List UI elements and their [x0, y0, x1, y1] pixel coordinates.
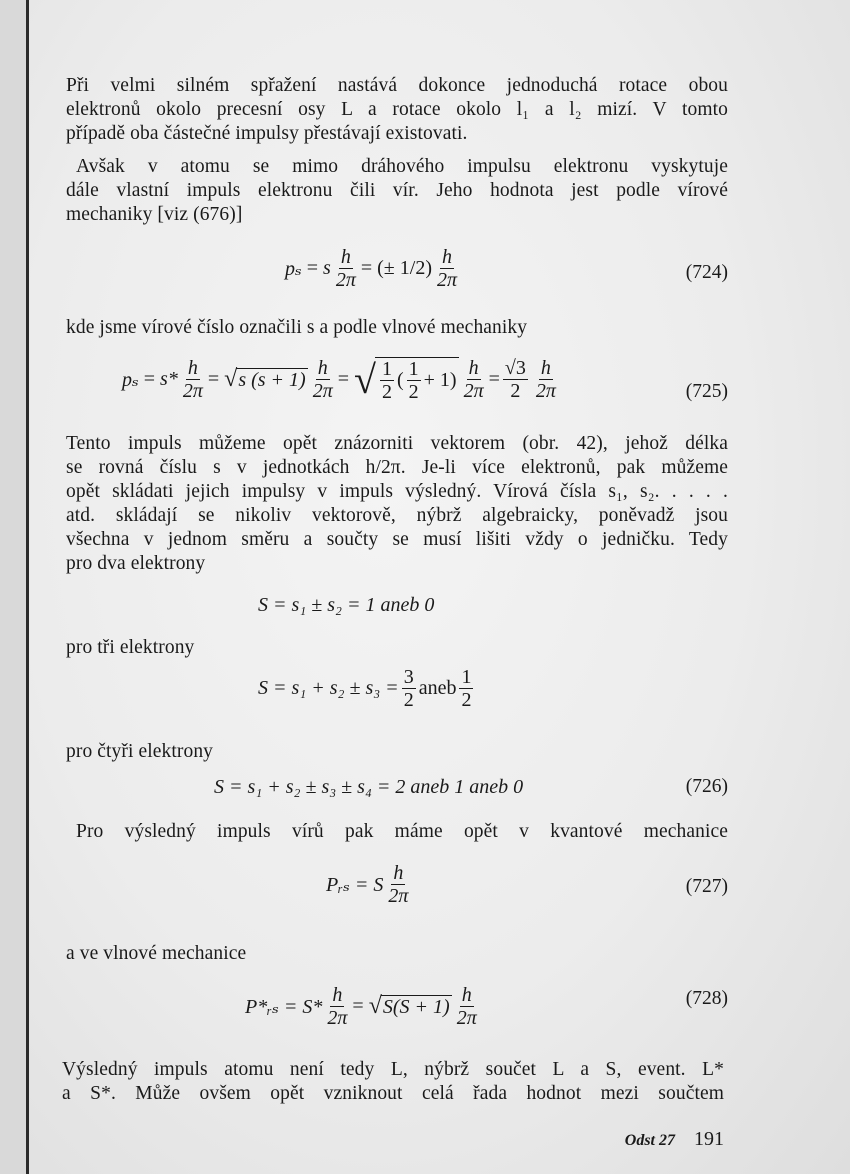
radical-sign: √	[224, 366, 238, 392]
eq-term: (± 1/2)	[377, 257, 432, 279]
denominator: 2π	[335, 269, 356, 291]
eq-term: S = s₁ ± s₂ = 1 aneb 0	[258, 594, 435, 616]
book-spine-line	[26, 0, 29, 1174]
equation-number: (727)	[685, 876, 728, 897]
eq-term: P*ᵣₛ = S*	[245, 996, 323, 1018]
denominator: 2	[381, 380, 392, 403]
denominator: 2π	[456, 1007, 477, 1029]
text-line: pro dva elektrony	[66, 553, 206, 574]
equation-number: (724)	[685, 262, 728, 283]
denominator: 2	[510, 380, 521, 402]
eq-term: aneb	[418, 677, 457, 699]
fraction	[402, 666, 416, 711]
page-number: 191	[694, 1128, 724, 1150]
page-footer	[625, 1128, 724, 1151]
eq-term: pₛ	[285, 258, 302, 280]
eq-term: Pᵣₛ = S	[326, 874, 384, 896]
denominator: 2π	[388, 885, 409, 907]
radical-sign: √	[368, 993, 382, 1019]
equation-two-electrons	[258, 594, 434, 617]
denominator: 2	[461, 689, 472, 711]
equation-725: pₛ = s* $\frac{h}{2\pi}$ = √ s (s + 1) $\frac{h}{2\pi}$ = √ $\frac{1}{2}$ ( $\frac{1}{2}$ + 1 ) $\frac{h}{2\pi}$ = $\frac{√3}{2}$ $\frac{h}{2\pi}$	[122, 357, 556, 403]
text-line: Pro výsledný impuls vírů pak máme opět v kvantové mechanice	[76, 821, 728, 842]
equation-number: (728)	[685, 988, 728, 1009]
denominator: 2π	[535, 380, 556, 402]
text-line: Avšak v atomu se mimo dráhového impulsu elektronu vyskytuje	[76, 156, 728, 177]
equation-726	[214, 776, 523, 799]
section-label: Odst 27	[624, 1132, 675, 1149]
numerator: h	[461, 984, 472, 1006]
fraction	[334, 246, 358, 291]
text-line: a ve vlnové mechanice	[66, 943, 247, 964]
numerator: h	[468, 357, 479, 379]
fraction	[534, 357, 558, 402]
numerator: 3	[403, 666, 414, 688]
fraction	[181, 357, 205, 402]
radicand: S(S + 1)	[382, 995, 450, 1018]
fraction	[386, 862, 410, 907]
eq-term: S = s₁ + s₂ ± s₃ ± s₄ = 2 aneb 1 aneb 0	[214, 776, 524, 798]
denominator: 2π	[327, 1007, 348, 1029]
text-line: pro tři elektrony	[66, 637, 195, 658]
radicand: s (s + 1)	[238, 368, 306, 391]
numerator: 1	[408, 357, 419, 380]
numerator: h	[340, 246, 351, 268]
equation-number: (725)	[685, 381, 728, 402]
numerator: h	[332, 984, 343, 1006]
denominator: 2π	[312, 380, 333, 402]
denominator: 2π	[463, 380, 484, 402]
numerator: √3	[504, 357, 526, 379]
fraction	[455, 984, 479, 1029]
text-line: atd. skládají se nikoliv vektorově, nýbrž algebraicky, poněvadž jsou	[66, 505, 728, 526]
equation-727	[326, 862, 413, 907]
denominator: 2	[403, 689, 414, 711]
numerator: h	[442, 246, 453, 268]
facing-page-edge	[0, 0, 26, 1174]
text-line: Výsledný impuls atomu není tedy L, nýbrž součet L a S, event. L*	[62, 1059, 724, 1080]
numerator: 1	[381, 357, 392, 380]
equation-three-electrons	[258, 666, 476, 711]
numerator: h	[393, 862, 404, 884]
eq-term: s	[323, 257, 331, 279]
text-line: pro čtyři elektrony	[66, 741, 214, 762]
equation-number: (726)	[685, 776, 728, 797]
text-line: dále vlastní impuls elektronu čili vír. Jeho hodnota jest podle vírové	[66, 180, 728, 201]
text-line: Při velmi silném spřažení nastává dokonce jednoduchá rotace obou	[66, 75, 728, 96]
denominator: 2π	[437, 269, 458, 291]
eq-term: S = s₁ + s₂ ± s₃ =	[258, 677, 399, 699]
numerator: h	[540, 357, 551, 379]
denominator: 2π	[182, 380, 203, 402]
radical-sign: √	[354, 357, 376, 402]
fraction	[311, 357, 335, 402]
fraction	[462, 357, 486, 402]
equation-728: P*ᵣₛ = S* $\frac{h}{2\pi}$ = √ S(S + 1) $\frac{h}{2\pi}$	[245, 984, 477, 1029]
fraction	[459, 666, 473, 711]
eq-term: + 1	[423, 368, 450, 391]
radicand: $\frac{1}{2}$ ( $\frac{1}{2}$ + 1 )	[375, 357, 459, 403]
numerator: h	[187, 357, 198, 379]
denominator: 2	[408, 380, 419, 403]
fraction	[503, 357, 528, 402]
text-line: všechna v jednom směru a součty se musí lišiti vždy o jedničku. Tedy	[66, 529, 728, 550]
fraction	[407, 358, 421, 403]
eq-term: s*	[160, 368, 178, 390]
text-line: mechaniky [viz (676)]	[66, 204, 243, 225]
fraction	[435, 246, 459, 291]
text-line: případě oba částečné impulsy přestávají existovati.	[66, 123, 468, 144]
text-line: Tento impuls můžeme opět znázorniti vektorem (obr. 42), jehož délka	[66, 433, 728, 454]
equation-724: pₛ = s $\frac{h}{2\pi}$ = (± 1/2) $\frac{h}{2\pi}$	[285, 246, 458, 291]
text-line: elektronů okolo precesní osy L a rotace okolo l₁ a l₂ mizí. V tomto	[66, 99, 728, 120]
text-line: kde jsme vírové číslo označili s a podle vlnové mechaniky	[66, 317, 528, 338]
fraction	[380, 358, 394, 403]
text-line: a S*. Může ovšem opět vzniknout celá řada hodnot mezi součtem	[62, 1083, 724, 1104]
numerator: h	[317, 357, 328, 379]
numerator: 1	[461, 666, 472, 688]
text-line: se rovná číslu s v jednotkách h/2π. Je-li více elektronů, pak můžeme	[66, 457, 728, 478]
text-line: opět skládati jejich impulsy v impuls výsledný. Vírová čísla s₁, s₂. . . . .	[66, 481, 728, 502]
fraction	[325, 984, 349, 1029]
eq-term: pₛ	[122, 369, 139, 391]
